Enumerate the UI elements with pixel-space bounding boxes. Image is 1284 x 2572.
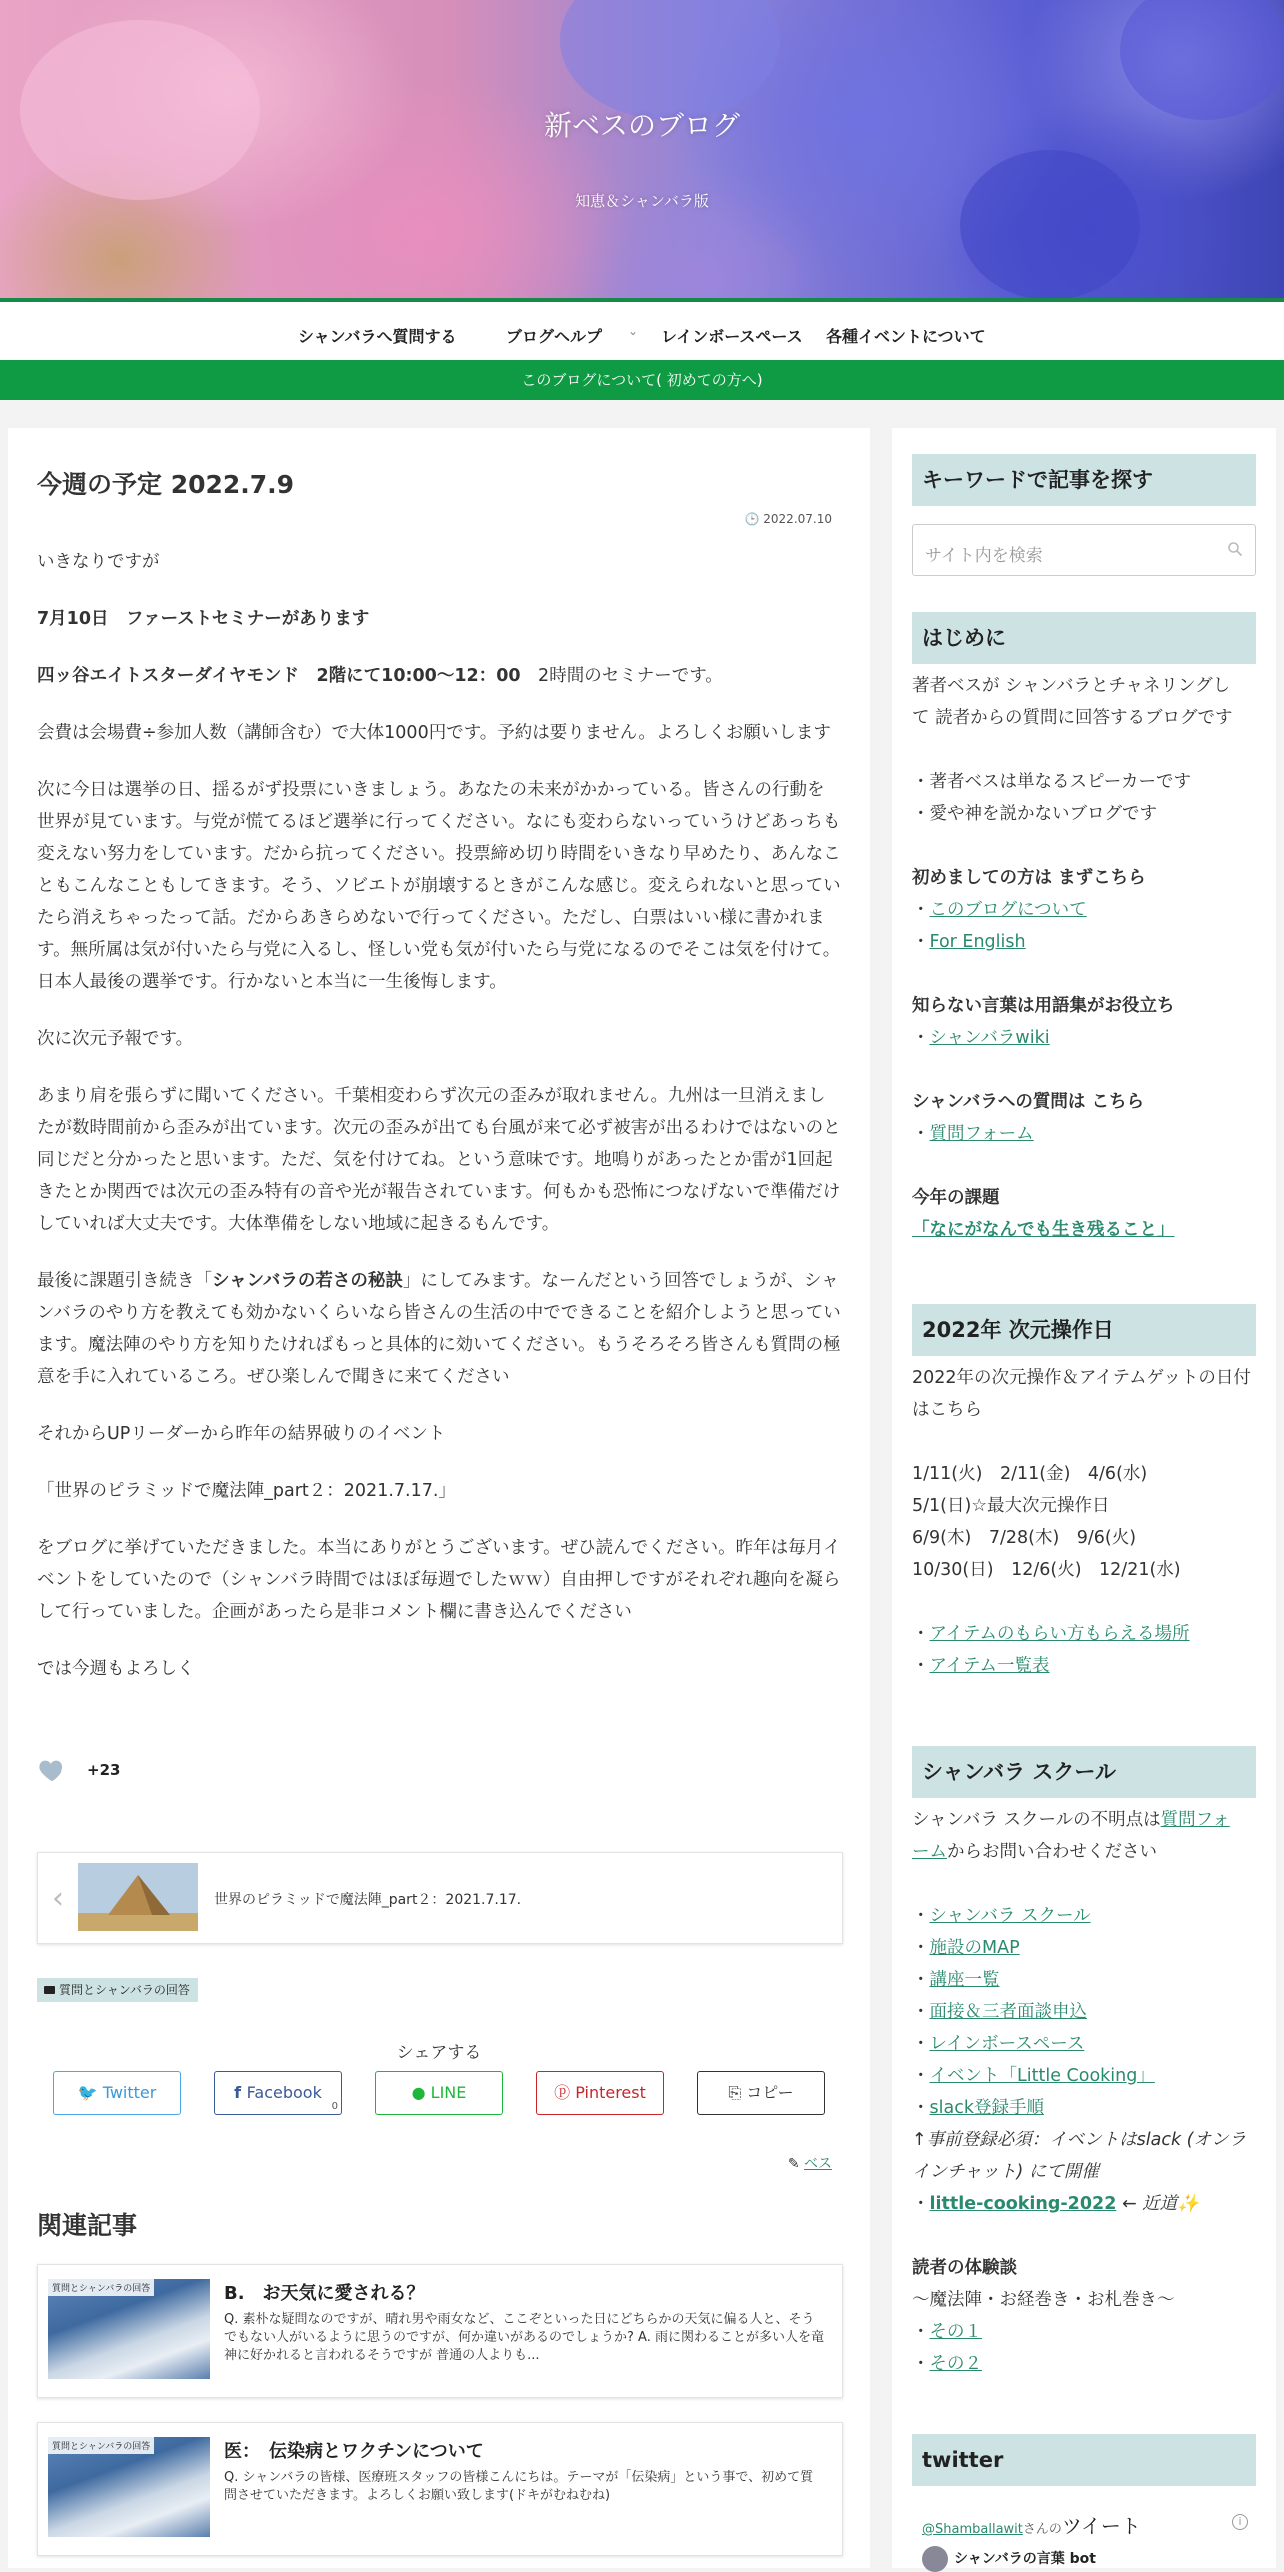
glossary-heading-text: 知らない言葉は用語集がお役立ち — [912, 996, 1175, 1016]
slack-note — [912, 2124, 1262, 2156]
twitter-timeline-header[interactable] — [922, 2510, 1141, 2539]
share-twitter-label: Twitter — [102, 2083, 157, 2102]
post-paragraph — [37, 660, 841, 692]
link-row: ・施設のMAP — [912, 1938, 1020, 1958]
share-twitter-button[interactable] — [53, 2071, 181, 2115]
chevron-left-icon: ‹ — [52, 1881, 64, 1916]
post-bold-text: 四ッ谷エイトスターダイヤモンド 2階にて10:00〜12：00 — [37, 666, 521, 686]
share-copy-button[interactable] — [697, 2071, 825, 2115]
nav-item-rainbow-space[interactable]: レインボースペース — [661, 327, 803, 346]
ops-text: 2022年の次元操作＆アイテムゲットの日付 — [912, 1368, 1251, 1388]
glossary-heading — [912, 990, 1262, 1022]
question-heading — [912, 1086, 1262, 1118]
share-line-button[interactable] — [375, 2071, 503, 2115]
category-label: 質問とシャンバラの回答 — [59, 1983, 190, 1997]
clock-icon: 🕒 — [744, 512, 764, 526]
first-visit-heading-text: 初めましての方は まずこちら — [912, 868, 1146, 888]
link-interview[interactable]: 面接＆三者面談申込 — [929, 2002, 1087, 2022]
nav-item-blog-help[interactable]: ブログヘルプ — [506, 327, 603, 346]
search-icon[interactable] — [1227, 541, 1243, 557]
link-about-blog[interactable]: このブログについて — [929, 900, 1087, 920]
blog-subtitle: 知恵＆シャンバラ版 — [575, 192, 709, 210]
experience-sub: 〜魔法陣・お経巻き・お札巻き〜 — [912, 2290, 1175, 2310]
related-card[interactable] — [37, 2264, 843, 2398]
facebook-share-count: 0 — [331, 2101, 338, 2112]
post-paragraph: それからUPリーダーから昨年の結界破りのイベント — [37, 1424, 446, 1444]
spacer — [912, 1426, 1262, 1458]
link-courses[interactable]: 講座一覧 — [929, 1970, 1000, 1990]
ops-widget — [912, 1362, 1262, 1682]
link-row: ・レインボースペース — [912, 2034, 1085, 2054]
experience-heading-text: 読者の体験談 — [912, 2258, 1017, 2278]
link-row: ・質問フォーム — [912, 1124, 1034, 1144]
intro-text: て 読者からの質問に回答するブログです — [912, 708, 1233, 728]
post-paragraph: 次に今日は選挙の日、揺るがず投票にいきましょう。あなたの未来がかかっている。皆さんの行動を世界が見ています。与党が慌てるほど選挙に行ってください。なにも変わらないっていうけどあっちも変えない努力をしています。だから抗ってください。投票締め切り時間をいきなり早めたり、あんなこともこんなこともしてきます。そう、ソビエトが崩壊するときがこんな感じ。変えられないと思っていたら消えちゃったって話。だからあきらめないで行ってください。ただし、白票はいい様に書かれます。無所属は気が付いたら与党に入るし、怪しい党も気が付いたら与党になるのでそこは気を付けて。日本人最後の選挙です。行かないと本当に一生後悔します。 — [37, 780, 841, 992]
main-article — [8, 428, 870, 2568]
pyramid-thumbnail — [78, 1863, 198, 1931]
link-question-form-inline[interactable]: 質問フォ — [1160, 1810, 1230, 1830]
nav-item-events[interactable]: 各種イベントについて — [826, 327, 986, 346]
related-category-tag: 質問とシャンバラの回答 — [48, 2437, 154, 2454]
link-question-form[interactable]: 質問フォーム — [929, 1124, 1034, 1144]
widget-heading-school: シャンバラ スクール — [912, 1746, 1256, 1798]
first-visit-heading — [912, 862, 1262, 894]
post-title: 今週の予定 2022.7.9 — [37, 470, 295, 499]
spacer — [912, 830, 1262, 862]
spacer — [912, 1054, 1262, 1086]
post-bold-text: 7月10日 ファーストセミナーがあります — [37, 609, 370, 629]
pencil-icon: ✎ — [787, 2156, 804, 2172]
post-text: 」にしてみます。なーんだという回答でしょうが、シャンバラのやり方を教えても効かないくらいなら皆さんの生活の中でできることを紹介しようと思っています。魔法陣のやり方を知りたければもっと具体的に効いてください。もうそろそろ皆さんも質問の極意を手に入れているころ。ぜひ楽しんで聞きに来てください — [37, 1271, 841, 1387]
link-row: ・アイテム一覧表 — [912, 1656, 1050, 1676]
like-count: +23 — [87, 1761, 121, 1779]
ops-dates: 1/11(火) 2/11(金) 4/6(水) — [912, 1464, 1148, 1484]
twitter-user[interactable] — [922, 2548, 1096, 2568]
link-theme[interactable]: 「なにがなんでも生き残ること」 — [912, 1220, 1175, 1240]
share-facebook-label: Facebook — [246, 2083, 322, 2102]
author-link[interactable] — [788, 2153, 832, 2173]
related-snippet: Q. シャンバラの皆様、医療班スタッフの皆様こんにちは。テーマが「伝染病」という事で、初めて質問させていただきます。よろしくお願い致します(ドキがむねむね) — [224, 2470, 814, 2503]
intro-text: 著者ベスが シャンバラとチャネリングし — [912, 676, 1231, 696]
school-text-part: からお問い合わせください — [947, 1842, 1157, 1862]
sidebar — [892, 428, 1276, 2568]
widget-heading-search: キーワードで記事を探す — [912, 454, 1256, 506]
twitter-handle-link[interactable]: @Shamballawit — [922, 2522, 1023, 2537]
link-row: ・slack登録手順 — [912, 2098, 1044, 2118]
post-paragraph — [37, 1265, 841, 1393]
link-slack[interactable]: slack登録手順 — [929, 2098, 1044, 2118]
prev-post-card[interactable] — [37, 1852, 843, 1944]
slack-note-text: ↑事前登録必須：イベントはslack (オンラ — [912, 2130, 1247, 2150]
school-text — [912, 1804, 1262, 1836]
spacer — [912, 1586, 1262, 1618]
related-heading: 関連記事 — [37, 2211, 138, 2240]
info-icon[interactable]: i — [1232, 2514, 1248, 2530]
search-input[interactable] — [912, 524, 1256, 576]
link-rainbow-space[interactable]: レインボースペース — [929, 2034, 1085, 2054]
theme-heading — [912, 1182, 1262, 1214]
ops-dates: 6/9(木) 7/28(木) 9/6(火) — [912, 1528, 1137, 1548]
post-paragraph: あまり肩を張らずに聞いてください。千葉相変わらず次元の歪みが取れません。九州は一旦消えましたが数時間前から歪みが出ています。次元の歪みが出ても台風が来て必ず被害が出るわけではないのと同じだと分かったと思います。ただ、気を付けてね。という意味です。地鳴りがあったとか雷が1回起きたとか関西では次元の歪み特有の音や光が報告されています。何もかも恐怖につなげないで準備だけしていれば大丈夫です。大体準備をしない地域に起きるもんです。 — [37, 1086, 841, 1234]
link-shambala-wiki[interactable]: シャンバラwiki — [929, 1028, 1050, 1048]
link-row: ・シャンバラ スクール — [912, 1906, 1091, 1926]
related-title: B. お天気に愛される？ — [224, 2283, 425, 2304]
slack-note-text: インチャット) にて開催 — [912, 2162, 1099, 2182]
share-pinterest-label: Pinterest — [575, 2083, 646, 2102]
prev-post-title: 世界のピラミッドで魔法陣_part２：2021.7.17. — [214, 1892, 522, 1908]
flower-decoration — [1120, 0, 1284, 120]
intro-text: ・愛や神を説かないブログです — [912, 804, 1157, 824]
line-icon: ● — [411, 2083, 431, 2102]
share-label: シェアする — [396, 2043, 482, 2063]
link-row: ・その１ — [912, 2322, 982, 2342]
school-text — [912, 1836, 1262, 1868]
link-row: ・その２ — [912, 2354, 982, 2374]
blog-title[interactable]: 新ベスのブログ — [543, 109, 740, 142]
question-heading-text: シャンバラへの質問は こちら — [912, 1092, 1145, 1112]
related-category-tag: 質問とシャンバラの回答 — [48, 2279, 154, 2296]
post-paragraph: 「世界のピラミッドで魔法陣_part２：2021.7.17.」 — [37, 1481, 456, 1501]
ops-dates: 10/30(日) 12/6(火) 12/21(水) — [912, 1560, 1181, 1580]
flower-decoration — [560, 0, 780, 120]
twitter-user-name: シャンバラの言葉 bot — [954, 2551, 1096, 2567]
link-row: ・このブログについて — [912, 900, 1087, 920]
category-tag[interactable] — [37, 1978, 198, 2002]
theme-heading-text: 今年の課題 — [912, 1188, 1000, 1208]
post-paragraph: では今週もよろしく — [37, 1659, 195, 1679]
search-placeholder: サイト内を検索 — [925, 546, 1043, 566]
related-title: 医： 伝染病とワクチンについて — [224, 2441, 484, 2462]
link-little-cooking[interactable]: イベント「Little Cooking」 — [929, 2066, 1155, 2086]
spacer — [912, 2220, 1262, 2252]
nav-item-ask-shambala[interactable]: シャンバラへ質問する — [298, 327, 457, 346]
post-paragraph — [37, 603, 841, 635]
spacer — [912, 1868, 1262, 1900]
post-text: 2時間のセミナーです。 — [520, 666, 723, 686]
link-row: ・面接＆三者面談申込 — [912, 2002, 1087, 2022]
pinterest-icon: ⓟ — [554, 2083, 576, 2102]
flower-decoration — [960, 150, 1140, 298]
link-school[interactable]: シャンバラ スクール — [929, 1906, 1091, 1926]
share-facebook-button[interactable] — [214, 2071, 342, 2115]
twitter-icon: 🐦 — [77, 2083, 103, 2102]
widget-heading-intro: はじめに — [912, 612, 1256, 664]
post-paragraph: をブログに挙げていただきました。本当にありがとうございます。ぜひ読んでください。昨年は毎月イベントをしていたので（シャンバラ時間ではほぼ毎週でしたｗｗ）自由押しですがそれぞれ趣向を凝らして行っていました。企画があったら是非コメント欄に書き込んでください — [37, 1538, 841, 1622]
copy-icon: ⎘ — [728, 2083, 747, 2102]
link-for-english[interactable]: For English — [929, 932, 1026, 952]
global-nav — [0, 298, 1284, 360]
experience-heading — [912, 2252, 1262, 2284]
post-bold-text: シャンバラの若さの秘訣 — [212, 1271, 403, 1291]
heart-icon[interactable] — [37, 1755, 67, 1785]
post-text: 最後に課題引き続き「 — [37, 1271, 212, 1291]
link-row: ・little-cooking-2022 ← 近道✨ — [912, 2194, 1199, 2214]
related-thumbnail — [48, 2437, 210, 2537]
twitter-san: さんの — [1022, 2522, 1062, 2537]
avatar — [922, 2546, 948, 2572]
related-thumbnail — [48, 2279, 210, 2379]
share-copy-label: コピー — [746, 2083, 794, 2102]
intro-widget — [912, 670, 1262, 1246]
spacer — [912, 1150, 1262, 1182]
link-items-list[interactable]: アイテム一覧表 — [929, 1656, 1050, 1676]
share-pinterest-button[interactable] — [536, 2071, 664, 2115]
facebook-icon: f — [234, 2083, 247, 2102]
chevron-down-icon[interactable]: ⌄ — [628, 324, 639, 338]
link-row: ・講座一覧 — [912, 1970, 1000, 1990]
post-paragraph: 会費は会場費÷参加人数（講師含む）で大体1000円です。予約は要りません。よろしくお願いします — [37, 723, 831, 743]
slack-note — [912, 2156, 1262, 2188]
link-row: ・アイテムのもらい方もらえる場所 — [912, 1624, 1190, 1644]
school-widget — [912, 1804, 1262, 2380]
widget-heading-twitter: twitter — [912, 2434, 1256, 2486]
author-name[interactable]: ベス — [804, 2156, 832, 2172]
share-line-label: LINE — [430, 2083, 467, 2102]
related-snippet: Q. 素朴な疑問なのですが、晴れ男や雨女など、ここぞといった日にどちらかの天気に偏る人と、そうでもない人がいるように思うのですが、何か違いがあるのでしょうか? A. 雨に関わることが多い人を竜神に好かれると言われるそうですが 普通の人よりも... — [224, 2312, 824, 2363]
widget-heading-ops: 2022年 次元操作日 — [912, 1304, 1256, 1356]
link-experience-1[interactable]: その１ — [929, 2322, 982, 2342]
spacer — [912, 958, 1262, 990]
post-paragraph: いきなりですが — [37, 552, 160, 572]
intro-text: ・著者ベスは単なるスピーカーです — [912, 772, 1191, 792]
link-row: ・シャンバラwiki — [912, 1028, 1050, 1048]
link-row: ・イベント「Little Cooking」 — [912, 2066, 1155, 2086]
link-experience-2[interactable]: その２ — [929, 2354, 982, 2374]
link-little-cooking-2022[interactable]: little-cooking-2022 — [929, 2194, 1117, 2214]
related-card[interactable] — [37, 2422, 843, 2556]
ops-text: はこちら — [912, 1400, 982, 1420]
folder-icon — [44, 1986, 55, 1994]
link-question-form-inline[interactable]: ーム — [912, 1842, 947, 1862]
ops-dates: 5/1(日)☆最大次元操作日 — [912, 1496, 1110, 1516]
twitter-tweets-label: ツイート — [1061, 2514, 1141, 2538]
post-body — [37, 546, 841, 1710]
link-items-where[interactable]: アイテムのもらい方もらえる場所 — [929, 1624, 1190, 1644]
link-row — [912, 1214, 1262, 1246]
header-banner — [0, 0, 1284, 298]
notice-bar[interactable]: このブログについて( 初めての方へ) — [0, 360, 1284, 400]
spacer — [912, 734, 1262, 766]
link-row: ・For English — [912, 932, 1026, 952]
shortcut-note: ← 近道✨ — [1121, 2194, 1199, 2214]
school-text-part: シャンバラ スクールの不明点は — [912, 1810, 1161, 1830]
post-paragraph: 次に次元予報です。 — [37, 1029, 194, 1049]
post-date — [745, 512, 832, 526]
link-facility-map[interactable]: 施設のMAP — [929, 1938, 1020, 1958]
post-date-value: 2022.07.10 — [763, 512, 832, 526]
